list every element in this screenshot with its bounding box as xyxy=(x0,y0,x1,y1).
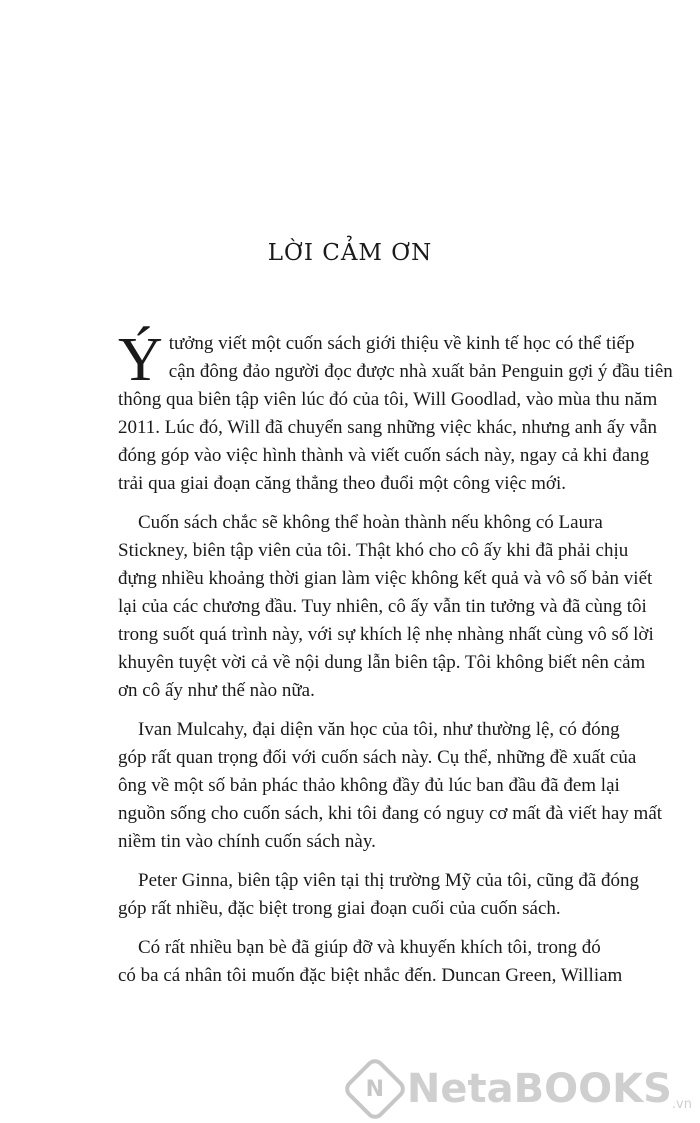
paragraph-3 xyxy=(118,716,663,856)
text-line: có ba cá nhân tôi muốn đặc biệt nhắc đến. Duncan Green, William xyxy=(118,965,623,986)
text-line: thông qua biên tập viên lúc đó của tôi, Will Goodlad, vào mùa thu năm xyxy=(118,389,658,410)
watermark-text xyxy=(407,1066,692,1112)
paragraph-4 xyxy=(118,867,640,923)
text-line: Stickney, biên tập viên của tôi. Thật khó cho cô ấy khi đã phải chịu xyxy=(118,540,629,561)
text-line: khuyên tuyệt vời cả về nội dung lẫn biên tập. Tôi không biết nên cảm xyxy=(118,652,646,673)
text-line: 2011. Lúc đó, Will đã chuyển sang những việc khác, nhưng anh ấy vẫn xyxy=(118,417,658,438)
netabooks-watermark xyxy=(351,1065,692,1113)
text-line: niềm tin vào chính cuốn sách này. xyxy=(118,831,376,852)
watermark-suffix: .vn xyxy=(671,1097,692,1112)
logo-letter: N xyxy=(365,1076,385,1102)
text-line: nguồn sống cho cuốn sách, khi tôi đang có nguy cơ mất đà viết hay mất xyxy=(118,803,663,824)
text-line: cận đông đảo người đọc được nhà xuất bản Penguin gợi ý đầu tiên xyxy=(168,361,673,382)
text-line: Cuốn sách chắc sẽ không thể hoàn thành nếu không có Laura xyxy=(138,512,603,533)
text-line: trải qua giai đoạn căng thẳng theo đuổi một công việc mới. xyxy=(118,473,566,494)
text-line: góp rất quan trọng đối với cuốn sách này. Cụ thể, những đề xuất của xyxy=(118,747,637,768)
body-text xyxy=(118,326,673,1001)
paragraph-5 xyxy=(118,934,623,990)
text-line: Có rất nhiều bạn bè đã giúp đỡ và khuyến khích tôi, trong đó xyxy=(138,937,601,958)
text-line: góp rất nhiều, đặc biệt trong giai đoạn cuối của cuốn sách. xyxy=(118,898,561,919)
chapter-title: LỜI CẢM ƠN xyxy=(267,240,433,266)
text-line: tưởng viết một cuốn sách giới thiệu về kinh tế học có thể tiếp xyxy=(168,333,635,354)
text-line: Peter Ginna, biên tập viên tại thị trường Mỹ của tôi, cũng đã đóng xyxy=(138,870,640,891)
text-line: Ivan Mulcahy, đại diện văn học của tôi, như thường lệ, có đóng xyxy=(138,719,620,740)
text-line: ơn cô ấy như thế nào nữa. xyxy=(118,680,315,701)
paragraph-1 xyxy=(118,326,673,498)
text-line: trong suốt quá trình này, với sự khích lệ nhẹ nhàng nhất cùng vô số lời xyxy=(118,624,654,645)
watermark-brand: NetaBOOKS xyxy=(406,1066,672,1112)
drop-cap: Ý xyxy=(118,326,163,394)
text-line: ông về một số bản phác thảo không đầy đủ lúc ban đầu đã đem lại xyxy=(118,775,620,796)
text-line: đóng góp vào việc hình thành và viết cuốn sách này, ngay cả khi đang xyxy=(118,445,650,466)
text-line: lại của các chương đầu. Tuy nhiên, cô ấy vẫn tin tưởng và đã cùng tôi xyxy=(118,596,647,617)
text-line: đựng nhiều khoảng thời gian làm việc không kết quả và vô số bản viết xyxy=(118,568,653,589)
netabooks-logo-icon xyxy=(341,1055,409,1123)
paragraph-2 xyxy=(118,509,654,705)
